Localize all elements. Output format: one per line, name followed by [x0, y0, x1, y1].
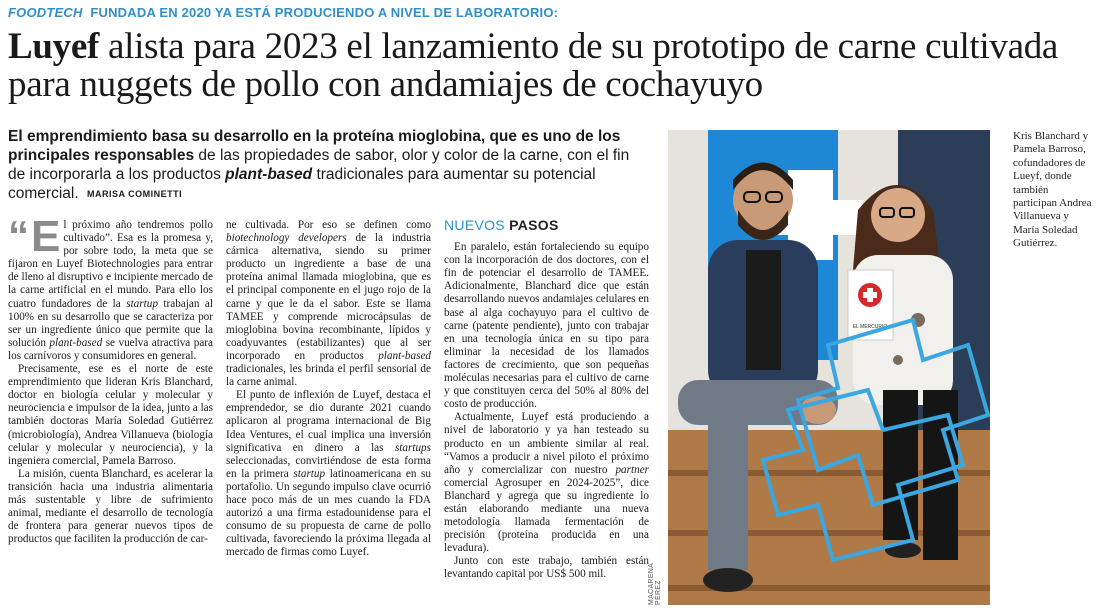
- lead-italic: plant-based: [225, 166, 313, 183]
- section-subhead: [444, 219, 649, 232]
- article-photo: [668, 130, 990, 605]
- article-kicker: [8, 5, 1093, 20]
- paragraph: En paralelo, están fortaleciendo su equipo con la incorporación de dos doctores, con el fin de potenciar el desarrollo de TAMEE. Adicionalmente, Blanchard dice que están desarrollando nuevos andamiajes celulares en base al alga cochayuyo para el cultivo de carne (patente pendiente), junto con trabajar en una tecnología única en su tipo para eliminar la necesidad de los llamados factores de crecimiento, que son pequeñas moléculas necesarias para el cultivo de carne y que constituyen cerca del 50% al 80% del costo de producción.: [444, 241, 649, 411]
- body-column-2: [226, 219, 431, 559]
- article-lead: [8, 127, 643, 205]
- lead-text-1: de las propiedades de sabor, olor y color de la carne, con el fin de incorporarla a los productos: [8, 147, 630, 183]
- text-run: latinoamericana en su portafolio. Un segundo impulso clave ocurrió hace poco más de un mes cuando la FDA autorizó a una firma estadounidense para el consumo de su propuesta de carne de pollo cultivada, favoreciendo la próxima llegada al mercado de firmas como Luyef.: [226, 467, 432, 559]
- paragraph: La misión, cuenta Blanchard, es acelerar la transición hacia una industria alimentaria más sustentable y libre de sufrimiento animal, mediante el desarrollo de tecnología de frontera para generar nuevos tipos de productos que faciliten la producción de car-: [8, 467, 213, 546]
- text-run-italic: partner: [615, 463, 650, 476]
- text-run-italic: startup: [126, 297, 158, 310]
- text-run: la meta que se fijaron en Luyef Biotechnologies para entrar de lleno al disruptivo e incipiente mercado de la carne artificial en el mundo. Para ello los cuatro fundadores de la: [8, 245, 213, 310]
- drop-cap: E: [31, 212, 61, 261]
- text-run: comercial Agrosuper en 2024-2025”, dice Blanchard y agrega que su ingrediente lo están elaborando mediante una nueva metodología llamada fermentación de precisión (proteína producida en una levadura).: [444, 476, 649, 555]
- paragraph: [444, 411, 649, 555]
- subhead-light: NUEVOS: [444, 217, 505, 233]
- text-run-italic: plant-based: [378, 349, 432, 362]
- body-column-3: [444, 219, 649, 582]
- text-run: l próximo año tendremos pollo cultivado”. Esa es la promesa y, por sobre todo,: [63, 219, 213, 258]
- headline-brand: Luyef: [8, 26, 100, 67]
- text-run: Actualmente, Luyef está produciendo a nivel de laboratorio y ya han testeado su producto en un ambiente similar al real. “Vamos a producir a nivel piloto el próximo año y comercializar con nuestro: [444, 411, 649, 476]
- text-run-italic: biotechnology developers: [226, 232, 347, 245]
- sign-label: EL MERCURIO: [852, 324, 888, 330]
- paragraph: [226, 219, 431, 389]
- text-run: seleccionadas, convirtiéndose de esta forma en la primera: [226, 454, 431, 480]
- text-run-italic: startups: [394, 441, 431, 454]
- article-headline: [8, 28, 1093, 104]
- lead-bold: El emprendimiento basa su desarrollo en la proteína mioglobina, que es uno de los principales responsables: [8, 128, 621, 164]
- opening-quote-mark: “: [8, 212, 29, 259]
- paragraph: [8, 212, 214, 363]
- photo-caption: Kris Blanchard y Pamela Barroso, cofundadores de Lueyf, donde también participan Andrea Villanueva y María Soledad Gutiérrez.: [1013, 130, 1092, 250]
- text-run-italic: startup: [293, 467, 326, 480]
- kicker-text: FUNDADA EN 2020 YA ESTÁ PRODUCIENDO A NIVEL DE LABORATORIO:: [90, 5, 559, 20]
- photo-credit: MACARENA PÉREZ: [648, 563, 662, 605]
- text-run: ne cultivada. Por eso se definen como: [226, 219, 431, 231]
- paragraph: [226, 389, 431, 559]
- text-run: de la industria cárnica alternativa, siendo su primer producto un ingrediente a base de una proteína animal llamada mioglobina, que es el principal componente en el jugo rojo de la carne y que le da el sabor. Este se llama TAMEE y comprende microcápsulas de mioglobina bovina recombinante, lípidos y coadyuvantes (estabilizantes) que al ser incorporado en productos: [226, 232, 431, 362]
- founders-photo-illustration: [668, 130, 990, 605]
- text-run: El punto de inflexión de Luyef, destaca el emprendedor, se dio durante 2021 cuando aplicaron al programa internacional de Big Idea Ventures, el cual implica una inversión significativa en dinero a las: [226, 389, 431, 454]
- text-run: trabajan al 100% en su desarrollo que se caracteriza por ser un ingrediente único que permite que la solución: [8, 297, 214, 349]
- kicker-section: FOODTECH: [8, 5, 83, 20]
- paragraph: Precisamente, ese es el norte de este emprendimiento que lideran Kris Blanchard, doctor en biología celular y molecular y neurociencia e impulsor de la idea, junto a las también doctoras María Soledad Gutiérrez (microbiología), Andrea Villanueva (biología celular y molecular y neurociencia), y la ingeniera comercial, Pamela Barroso.: [8, 363, 213, 467]
- subhead-bold: PASOS: [509, 217, 559, 233]
- lead-text-2: tradicionales para aumentar su potencial comercial.: [8, 166, 596, 202]
- text-run: tradicionales, les brinda el perfil sensorial de la carne animal.: [226, 363, 431, 389]
- body-column-1: [8, 212, 214, 546]
- text-run-italic: plant-based: [49, 336, 103, 349]
- paragraph: Junto con este trabajo, también están levantando capital por US$ 500 mil.: [444, 555, 649, 581]
- author-byline: MARISA COMINETTI: [86, 189, 183, 199]
- text-run: se vuelva atractiva para los carnívoros y consumidores en general.: [8, 336, 213, 362]
- headline-text: alista para 2023 el lanzamiento de su prototipo de carne cultivada para nuggets de pollo con andamiajes de cochayuyo: [8, 26, 1059, 105]
